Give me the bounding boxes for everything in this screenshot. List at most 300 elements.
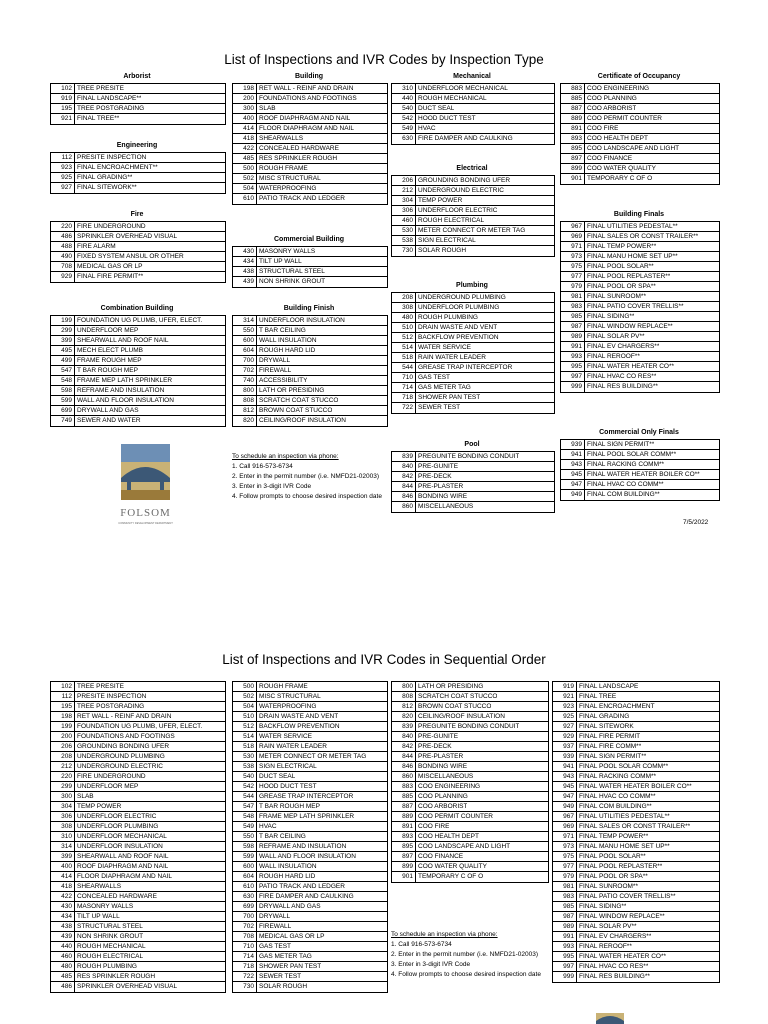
- table-row: [51, 892, 225, 902]
- ivr-code: 198: [233, 84, 257, 93]
- table-row: [561, 164, 719, 174]
- inspection-name: FINAL SITEWORK**: [77, 184, 137, 191]
- instructions-step: 4. Follow prompts to choose desired inspection date: [232, 493, 382, 500]
- table-row: [51, 396, 225, 406]
- ivr-code: 995: [561, 362, 585, 371]
- ivr-code: 919: [553, 682, 577, 691]
- table-row: [392, 216, 554, 226]
- table-row: [392, 722, 548, 732]
- inspection-name: T BAR ROUGH MEP: [259, 803, 320, 810]
- inspection-name: DRYWALL AND GAS: [77, 407, 139, 414]
- ivr-code: 969: [561, 232, 585, 241]
- inspection-name: DRAIN WASTE AND VENT: [259, 713, 339, 720]
- inspection-name: FOUNDATIONS AND FOOTINGS: [259, 95, 357, 102]
- table-row: [233, 922, 387, 932]
- table-row: [233, 732, 387, 742]
- ivr-code: 887: [392, 802, 416, 811]
- inspection-name: FINAL SIGN PERMIT**: [587, 441, 655, 448]
- ivr-code: 422: [233, 144, 257, 153]
- ivr-code: 630: [392, 134, 416, 144]
- inspection-name: FIRE ALARM: [77, 243, 116, 250]
- inspection-name: ROUGH HARD LID: [259, 347, 316, 354]
- table-row: [392, 452, 554, 462]
- table-row: [233, 812, 387, 822]
- ivr-code: 945: [553, 782, 577, 791]
- table-row: [553, 752, 719, 762]
- ivr-code: 490: [51, 252, 75, 261]
- inspection-name: FINAL SALES OR CONST TRAILER**: [587, 233, 699, 240]
- table-row: [392, 134, 554, 144]
- inspection-name: DUCT SEAL: [418, 105, 455, 112]
- inspection-name: PRE-PLASTER: [418, 483, 464, 490]
- table-row: [51, 94, 225, 104]
- table-row: [392, 353, 554, 363]
- ivr-code: 304: [392, 196, 416, 205]
- table-row: [392, 802, 548, 812]
- ivr-code: 820: [233, 416, 257, 426]
- ivr-code: 927: [51, 183, 75, 193]
- table-row: [553, 892, 719, 902]
- ivr-code: 991: [561, 342, 585, 351]
- inspection-name: UNDERFLOOR MEP: [77, 783, 139, 790]
- inspection-name: FINAL COM BUILDING**: [579, 803, 652, 810]
- ivr-code: 995: [553, 952, 577, 961]
- table-row: [233, 416, 387, 426]
- ivr-code: 300: [233, 104, 257, 113]
- ivr-code: 949: [561, 490, 585, 500]
- ivr-code: 925: [51, 173, 75, 182]
- inspection-name: ROUGH FRAME: [259, 165, 308, 172]
- inspection-name: COO ARBORIST: [418, 803, 468, 810]
- table-row: [392, 862, 548, 872]
- section-title: Plumbing: [456, 282, 488, 289]
- ivr-code: 198: [51, 712, 75, 721]
- table-row: [561, 490, 719, 500]
- table-row: [553, 742, 719, 752]
- table-row: [51, 376, 225, 386]
- inspection-name: FINAL SUNROOM**: [579, 883, 638, 890]
- inspection-name: COO ENGINEERING: [418, 783, 481, 790]
- section-commercial-only-finals: [560, 439, 720, 501]
- inspection-name: FINAL POOL SOLAR**: [587, 263, 654, 270]
- ivr-code: 947: [553, 792, 577, 801]
- ivr-code: 485: [233, 154, 257, 163]
- table-row: [392, 772, 548, 782]
- inspection-name: SOLAR ROUGH: [418, 247, 467, 254]
- inspection-name: FINAL POOL OR SPA**: [579, 873, 648, 880]
- ivr-code: 923: [553, 702, 577, 711]
- inspection-name: FINAL LANDSCAPE: [579, 683, 639, 690]
- table-row: [553, 722, 719, 732]
- inspection-name: TREE POSTGRADING: [77, 703, 145, 710]
- table-row: [51, 822, 225, 832]
- document-date: 7/5/2022: [683, 519, 709, 526]
- table-row: [51, 832, 225, 842]
- ivr-code: 512: [233, 722, 257, 731]
- table-row: [233, 752, 387, 762]
- ivr-code: 434: [51, 912, 75, 921]
- ivr-code: 840: [392, 462, 416, 471]
- ivr-code: 550: [233, 326, 257, 335]
- table-row: [561, 262, 719, 272]
- ivr-code: 504: [233, 184, 257, 193]
- inspection-name: FINAL TREE**: [77, 115, 120, 122]
- ivr-code: 969: [553, 822, 577, 831]
- inspection-name: WALL INSULATION: [259, 337, 317, 344]
- inspection-name: TREE PRESITE: [77, 683, 124, 690]
- inspection-name: PREGUNITE BONDING CONDUIT: [418, 453, 520, 460]
- inspection-name: UNDERFLOOR MECHANICAL: [77, 833, 167, 840]
- table-row: [51, 872, 225, 882]
- inspection-name: SPRINKLER OVERHEAD VISUAL: [77, 983, 178, 990]
- ivr-code: 414: [51, 872, 75, 881]
- inspection-name: SHEARWALL AND ROOF NAIL: [77, 337, 169, 344]
- table-row: [233, 882, 387, 892]
- inspection-name: ROOF DIAPHRAGM AND NAIL: [77, 863, 169, 870]
- inspection-name: UNDERFLOOR ELECTRIC: [418, 207, 498, 214]
- inspection-name: FIREWALL: [259, 367, 292, 374]
- table-row: [553, 782, 719, 792]
- inspection-name: ROUGH MECHANICAL: [77, 943, 146, 950]
- table-row: [51, 163, 225, 173]
- table-row: [233, 386, 387, 396]
- ivr-code: 310: [51, 832, 75, 841]
- inspection-name: FINAL POOL SOLAR COMM**: [579, 763, 669, 770]
- ivr-code: 981: [553, 882, 577, 891]
- inspection-name: ROUGH HARD LID: [259, 873, 316, 880]
- inspection-name: SIGN ELECTRICAL: [418, 237, 476, 244]
- ivr-code: 206: [392, 176, 416, 185]
- table-row: [392, 752, 548, 762]
- ivr-code: 530: [392, 226, 416, 235]
- table-row: [233, 832, 387, 842]
- inspection-name: GAS METER TAG: [259, 953, 312, 960]
- table-row: [51, 336, 225, 346]
- ivr-code: 842: [392, 742, 416, 751]
- ivr-code: 983: [561, 302, 585, 311]
- ivr-code: 422: [51, 892, 75, 901]
- inspection-name: FINAL RES BUILDING**: [587, 383, 658, 390]
- table-row: [51, 812, 225, 822]
- ivr-code: 399: [51, 336, 75, 345]
- inspection-name: FINAL PATIO COVER TRELLIS**: [587, 303, 684, 310]
- table-row: [392, 383, 554, 393]
- ivr-code: 989: [561, 332, 585, 341]
- inspection-name: TILT UP WALL: [77, 913, 120, 920]
- section-title: Building Finish: [283, 305, 335, 312]
- table-row: [51, 326, 225, 336]
- ivr-code: 308: [392, 303, 416, 312]
- inspection-name: FINAL TEMP POWER**: [587, 243, 657, 250]
- inspection-name: RET WALL - REINF AND DRAIN: [77, 713, 172, 720]
- inspection-name: DRYWALL AND GAS: [259, 903, 321, 910]
- table-row: [51, 242, 225, 252]
- ivr-code: 195: [51, 702, 75, 711]
- table-row: [233, 346, 387, 356]
- table-row: [233, 912, 387, 922]
- inspection-name: COO WATER QUALITY: [587, 165, 656, 172]
- inspection-name: FINAL PATIO COVER TRELLIS**: [579, 893, 676, 900]
- ivr-code: 971: [561, 242, 585, 251]
- ivr-code: 891: [561, 124, 585, 133]
- section-building-finals: [560, 221, 720, 393]
- inspection-name: RAIN WATER LEADER: [259, 743, 327, 750]
- table-row: [392, 712, 548, 722]
- ivr-code: 889: [561, 114, 585, 123]
- inspection-name: SEWER TEST: [418, 404, 461, 411]
- ivr-code: 929: [51, 272, 75, 282]
- section-title: Arborist: [123, 73, 151, 80]
- section-pool: [391, 451, 555, 513]
- ivr-code: 460: [392, 216, 416, 225]
- table-row: [561, 134, 719, 144]
- inspection-name: REFRAME AND INSULATION: [77, 387, 165, 394]
- instructions-heading: To schedule an inspection via phone:: [391, 931, 498, 938]
- table-row: [233, 114, 387, 124]
- ivr-code: 604: [233, 872, 257, 881]
- ivr-code: 893: [392, 832, 416, 841]
- inspection-name: FINAL RACKING COMM**: [587, 461, 665, 468]
- instructions-step: 4. Follow prompts to choose desired inspection date: [391, 971, 541, 978]
- inspection-name: MEDICAL GAS OR LP: [77, 263, 143, 270]
- table-row: [233, 366, 387, 376]
- table-row: [392, 462, 554, 472]
- table-row: [553, 832, 719, 842]
- ivr-code: 599: [51, 396, 75, 405]
- table-row: [553, 912, 719, 922]
- inspection-name: ACCESSIBILITY: [259, 377, 308, 384]
- ivr-code: 540: [392, 104, 416, 113]
- ivr-code: 502: [233, 174, 257, 183]
- ivr-code: 102: [51, 84, 75, 93]
- ivr-code: 300: [51, 792, 75, 801]
- table-row: [553, 842, 719, 852]
- table-row: [51, 416, 225, 426]
- ivr-code: 941: [553, 762, 577, 771]
- ivr-code: 977: [553, 862, 577, 871]
- ivr-code: 895: [392, 842, 416, 851]
- inspection-name: FINAL WINDOW REPLACE**: [587, 323, 673, 330]
- ivr-code: 460: [51, 952, 75, 961]
- table-row: [51, 272, 225, 282]
- table-row: [392, 333, 554, 343]
- table-row: [392, 872, 548, 882]
- table-row: [233, 326, 387, 336]
- inspection-name: DUCT SEAL: [259, 773, 296, 780]
- ivr-code: 977: [561, 272, 585, 281]
- table-row: [233, 862, 387, 872]
- ivr-code: 434: [233, 257, 257, 266]
- ivr-code: 544: [233, 792, 257, 801]
- inspection-name: RES SPRINKLER ROUGH: [77, 973, 156, 980]
- inspection-name: GREASE TRAP INTERCEPTOR: [418, 364, 513, 371]
- ivr-code: 599: [233, 852, 257, 861]
- inspection-name: DRYWALL: [259, 913, 291, 920]
- ivr-code: 430: [233, 247, 257, 256]
- table-row: [561, 382, 719, 392]
- table-row: [51, 802, 225, 812]
- ivr-code: 979: [561, 282, 585, 291]
- table-row: [561, 450, 719, 460]
- ivr-code: 921: [553, 692, 577, 701]
- ivr-code: 699: [51, 406, 75, 415]
- inspection-name: PRESITE INSPECTION: [77, 154, 147, 161]
- ivr-code: 997: [561, 372, 585, 381]
- table-row: [392, 393, 554, 403]
- table-row: [233, 316, 387, 326]
- inspection-name: FINAL HVAC CO COMM**: [579, 793, 656, 800]
- inspection-name: FLOOR DIAPHRAGM AND NAIL: [77, 873, 172, 880]
- table-row: [233, 164, 387, 174]
- inspection-name: GAS METER TAG: [418, 384, 471, 391]
- ivr-code: 112: [51, 153, 75, 162]
- ivr-code: 710: [233, 942, 257, 951]
- table-row: [51, 692, 225, 702]
- inspection-name: COO LANDSCAPE AND LIGHT: [418, 843, 511, 850]
- ivr-code: 975: [561, 262, 585, 271]
- table-row: [392, 236, 554, 246]
- table-row: [392, 762, 548, 772]
- table-row: [561, 372, 719, 382]
- ivr-code: 925: [553, 712, 577, 721]
- table-row: [51, 173, 225, 183]
- ivr-code: 740: [233, 376, 257, 385]
- table-row: [233, 802, 387, 812]
- inspection-name: GAS TEST: [259, 943, 292, 950]
- ivr-code: 971: [553, 832, 577, 841]
- table-row: [561, 480, 719, 490]
- ivr-code: 708: [233, 932, 257, 941]
- table-row: [51, 982, 225, 992]
- inspection-name: WATER SERVICE: [259, 733, 312, 740]
- ivr-code: 987: [553, 912, 577, 921]
- ivr-code: 718: [233, 962, 257, 971]
- table-row: [233, 892, 387, 902]
- table-row: [392, 104, 554, 114]
- ivr-code: 440: [51, 942, 75, 951]
- ivr-code: 212: [392, 186, 416, 195]
- inspection-name: HOOD DUCT TEST: [418, 115, 476, 122]
- inspection-name: FINAL WINDOW REPLACE**: [579, 913, 665, 920]
- inspection-name: FOUNDATION UG PLUMB, UFER, ELECT.: [77, 723, 203, 730]
- ivr-code: 923: [51, 163, 75, 172]
- inspection-name: WATERPROOFING: [259, 185, 317, 192]
- table-row: [233, 184, 387, 194]
- inspection-name: FINAL UTILITIES PEDESTAL**: [587, 223, 678, 230]
- inspection-name: COO LANDSCAPE AND LIGHT: [587, 145, 680, 152]
- instructions-step: 2. Enter in the permit number (i.e. NMFD21-02003): [232, 473, 380, 480]
- inspection-name: FINAL SALES OR CONST TRAILER**: [579, 823, 691, 830]
- inspection-name: CEILING/ROOF INSULATION: [418, 713, 505, 720]
- table-row: [233, 852, 387, 862]
- ivr-code: 314: [51, 842, 75, 851]
- table-row: [561, 342, 719, 352]
- inspection-name: FIRE UNDERGROUND: [77, 223, 146, 230]
- ivr-code: 812: [233, 406, 257, 415]
- table-row: [233, 194, 387, 204]
- inspection-name: FINAL SIDING**: [579, 903, 627, 910]
- table-row: [553, 792, 719, 802]
- table-row: [233, 84, 387, 94]
- ivr-code: 542: [392, 114, 416, 123]
- inspection-name: TEMP POWER: [77, 803, 122, 810]
- ivr-code: 999: [553, 972, 577, 982]
- ivr-code: 504: [233, 702, 257, 711]
- inspection-name: FINAL RES BUILDING**: [579, 973, 650, 980]
- ivr-code: 901: [561, 174, 585, 184]
- table-row: [392, 782, 548, 792]
- inspection-name: ROUGH PLUMBING: [77, 963, 137, 970]
- ivr-code: 510: [233, 712, 257, 721]
- inspection-name: UNDERGROUND ELECTRIC: [418, 187, 504, 194]
- inspection-name: UNDERFLOOR INSULATION: [77, 843, 163, 850]
- ivr-code: 808: [392, 692, 416, 701]
- table-row: [392, 323, 554, 333]
- inspection-name: FINAL LANDSCAPE**: [77, 95, 142, 102]
- section-title: Commercial Only Finals: [599, 429, 679, 436]
- inspection-name: CEILING/ROOF INSULATION: [259, 417, 346, 424]
- table-row: [561, 104, 719, 114]
- table-row: [392, 303, 554, 313]
- inspection-name: FOUNDATION UG PLUMB, UFER, ELECT.: [77, 317, 203, 324]
- table-row: [233, 722, 387, 732]
- table-row: [561, 114, 719, 124]
- inspection-name: FINAL GRADING**: [77, 174, 133, 181]
- ivr-code: 400: [51, 862, 75, 871]
- inspection-name: FINAL WATER HEATER CO**: [587, 363, 675, 370]
- ivr-code: 941: [561, 450, 585, 459]
- table-row: [392, 742, 548, 752]
- table-row: [392, 124, 554, 134]
- table-row: [233, 94, 387, 104]
- table-row: [561, 302, 719, 312]
- ivr-code: 200: [51, 732, 75, 741]
- ivr-code: 600: [233, 336, 257, 345]
- ivr-code: 510: [392, 323, 416, 332]
- inspection-name: HVAC: [259, 823, 277, 830]
- ivr-code: 440: [392, 94, 416, 103]
- inspection-name: FINAL POOL REPLASTER**: [579, 863, 663, 870]
- ivr-code: 897: [561, 154, 585, 163]
- table-row: [392, 692, 548, 702]
- inspection-name: FINAL GRADING: [579, 713, 630, 720]
- ivr-code: 548: [233, 812, 257, 821]
- table-row: [51, 922, 225, 932]
- table-row: [51, 772, 225, 782]
- inspection-name: FINAL HVAC CO RES**: [579, 963, 649, 970]
- ivr-code: 199: [51, 722, 75, 731]
- table-row: [392, 792, 548, 802]
- ivr-code: 610: [233, 194, 257, 204]
- ivr-code: 839: [392, 452, 416, 461]
- inspection-name: FOUNDATIONS AND FOOTINGS: [77, 733, 175, 740]
- inspection-name: ROUGH FRAME: [259, 683, 308, 690]
- inspection-name: FINAL EV CHARGERS**: [579, 933, 652, 940]
- table-row: [233, 772, 387, 782]
- ivr-code: 860: [392, 772, 416, 781]
- table-row: [233, 124, 387, 134]
- table-row: [233, 247, 387, 257]
- ivr-code: 891: [392, 822, 416, 831]
- inspection-name: DRYWALL: [259, 357, 291, 364]
- table-row: [51, 84, 225, 94]
- inspection-name: FRAME MEP LATH SPRINKLER: [77, 377, 173, 384]
- ivr-code: 889: [392, 812, 416, 821]
- table-row: [561, 470, 719, 480]
- inspection-name: PRESITE INSPECTION: [77, 693, 147, 700]
- ivr-code: 530: [233, 752, 257, 761]
- page-title: List of Inspections and IVR Codes by Inspection Type: [224, 52, 544, 67]
